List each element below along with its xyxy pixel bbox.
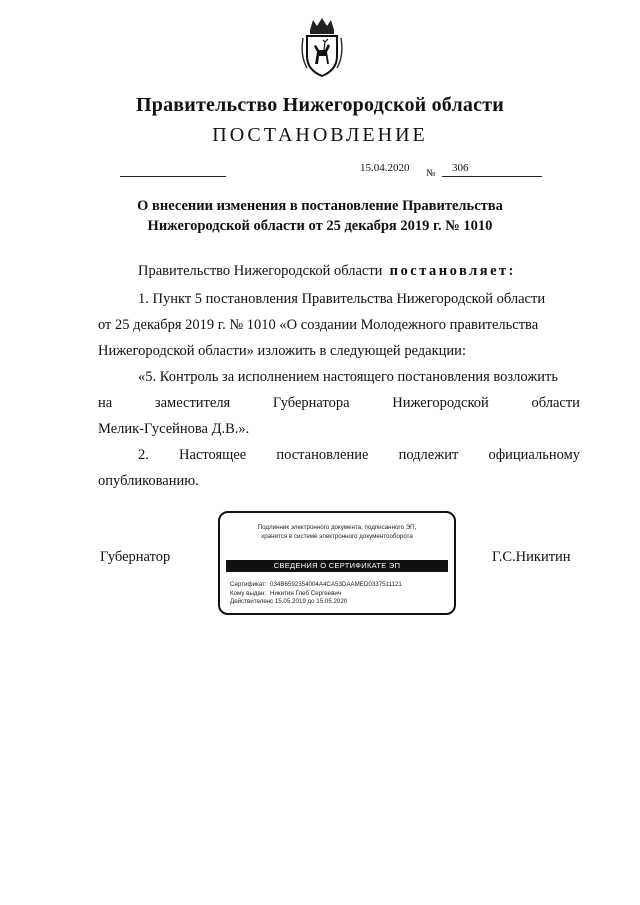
word: подлежит	[398, 447, 459, 463]
document-subject	[100, 196, 540, 236]
word: Настоящее	[179, 447, 247, 463]
number-sign: №	[426, 168, 436, 179]
paragraph-1	[98, 286, 580, 364]
justified-line	[98, 442, 580, 468]
intro-paragraph	[98, 258, 580, 284]
electronic-signature-stamp	[218, 511, 456, 615]
document-number: 306	[452, 162, 469, 174]
subject-line: О внесении изменения в постановление Правительства	[137, 198, 503, 214]
coat-of-arms-icon	[300, 16, 344, 78]
owner-value: Никитин Глеб Сергеевич	[270, 589, 342, 597]
date-underline-left	[120, 176, 226, 177]
owner-label: Кому выдан:	[230, 589, 267, 597]
cert-value: 034B6592354004A4CA53DAAMED0337511121	[270, 581, 402, 588]
paragraph-line: «5. Контроль за исполнением настоящего постановления возложить	[138, 369, 558, 385]
paragraph-line: 1. Пункт 5 постановления Правительства Нижегородской области	[138, 291, 546, 307]
stamp-title: СВЕДЕНИЯ О СЕРТИФИКАТЕ ЭП	[226, 560, 448, 572]
valid-value: с 15.05.2019 до 15.05.2020	[270, 598, 348, 605]
stamp-note	[224, 523, 450, 541]
word: 2.	[138, 447, 149, 463]
word: официальному	[488, 447, 580, 463]
valid-label: Действителен:	[230, 598, 272, 605]
intro-verb: постановляет:	[389, 263, 517, 279]
word: на	[98, 395, 113, 411]
paragraph-2	[98, 442, 580, 494]
cert-label: Сертификат:	[230, 581, 267, 588]
document-date: 15.04.2020	[360, 162, 410, 174]
word: Нижегородской	[392, 395, 489, 411]
word: заместителя	[154, 395, 231, 411]
document-type: ПОСТАНОВЛЕНИЕ	[212, 124, 428, 146]
paragraph-line: Мелик-Гусейнова Д.В.».	[98, 421, 250, 437]
word: постановление	[276, 447, 369, 463]
paragraph-line: от 25 декабря 2019 г. № 1010 «О создании Молодежного правительства	[98, 317, 539, 333]
paragraph-quoted	[98, 364, 580, 442]
paragraph-line: опубликованию.	[98, 473, 199, 489]
justified-line	[98, 390, 580, 416]
number-underline	[442, 176, 542, 177]
subject-line: Нижегородской области от 25 декабря 2019 г. № 1010	[147, 218, 493, 234]
stamp-details	[230, 581, 402, 607]
government-title: Правительство Нижегородской области	[136, 94, 504, 116]
stamp-note-line: хранится в системе электронного документооборота	[261, 533, 413, 540]
word: Губернатора	[272, 395, 350, 411]
intro-subject: Правительство Нижегородской области	[138, 263, 383, 279]
stamp-note-line: Подлинник электронного документа, подписанного ЭП,	[257, 524, 417, 531]
paragraph-line: Нижегородской области» изложить в следующей редакции:	[98, 343, 466, 359]
word: области	[531, 395, 580, 411]
signatory-position: Губернатор	[100, 549, 171, 565]
signatory-name: Г.С.Никитин	[492, 549, 571, 565]
